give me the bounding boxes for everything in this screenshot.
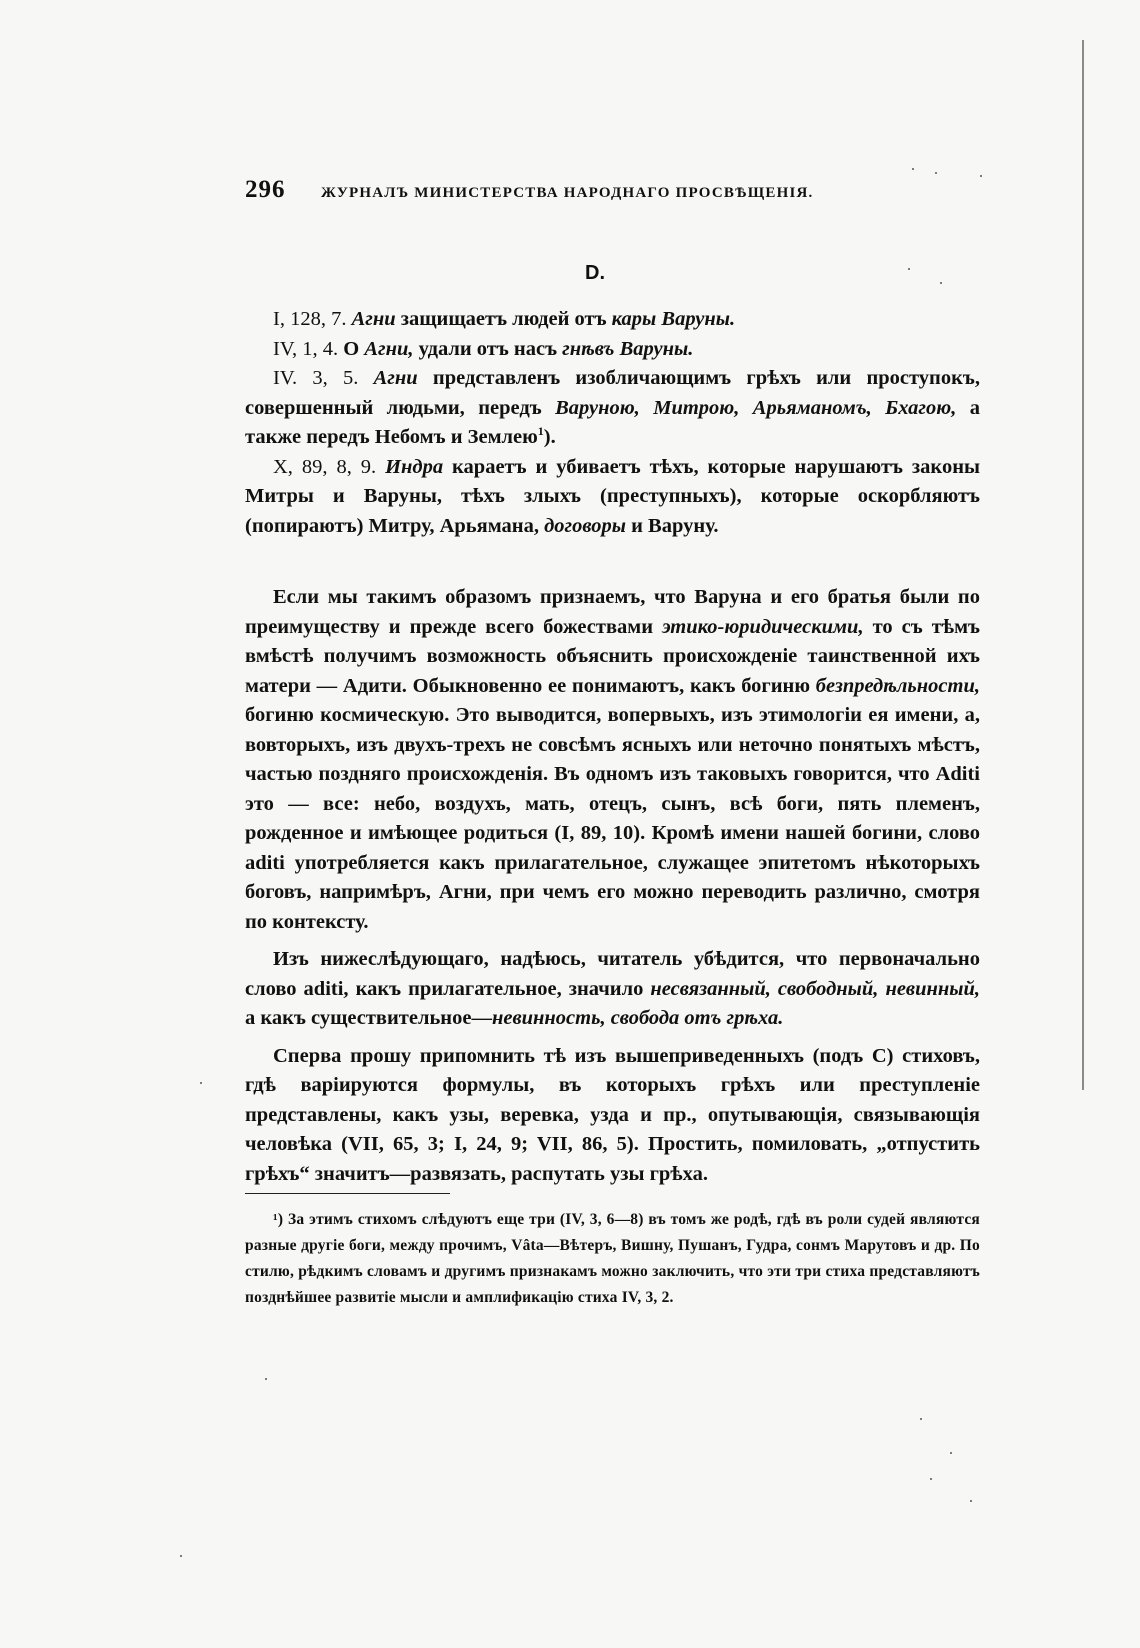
page-number: 296	[245, 176, 286, 203]
italic-text: Варуною, Митрою, Арьяманомъ, Бхагою,	[555, 396, 957, 419]
scan-speck	[265, 1378, 267, 1380]
main-text	[245, 583, 980, 1189]
scan-speck	[935, 172, 937, 174]
scan-speck	[908, 268, 910, 270]
paragraph	[245, 1042, 980, 1190]
text-run: удали отъ насъ	[413, 337, 563, 360]
italic-text: этико-юридическими,	[662, 615, 864, 638]
footnote-text: ¹) За этимъ стихомъ слѣдуютъ еще три (IV, 3, 6—8) въ томъ же родѣ, гдѣ въ роли судей являются разные другіе боги, между прочимъ, Vâta—Вѣтеръ, Вишну, Пушанъ, Гудра, сонмъ Марутовъ и др. По стилю, рѣдкимъ словамъ и другимъ признакамъ можно заключить, что эти три стиха представляютъ позднѣйшее развитіе мысли и амплификацію стиха IV, 3, 2.	[245, 1211, 980, 1306]
reference-entry	[245, 305, 980, 335]
footnote-marker: 1	[537, 424, 544, 439]
text-run: О	[343, 337, 365, 360]
paragraph	[245, 945, 980, 1034]
italic-text: Агни,	[364, 337, 414, 360]
italic-text: гнѣвъ Варуны.	[562, 337, 694, 360]
paragraph	[245, 583, 980, 937]
scan-speck	[950, 1452, 952, 1454]
footnote	[245, 1207, 980, 1311]
text-run: защищаетъ людей отъ	[395, 308, 612, 330]
scan-speck	[970, 1500, 972, 1502]
italic-text: несвязанный, свободный, невинный,	[650, 977, 980, 1000]
text-run: и Варуну.	[625, 514, 719, 537]
page-edge-line	[1082, 40, 1084, 1090]
italic-text: Индра	[385, 455, 444, 478]
reference-entry	[245, 453, 980, 542]
text-run: караетъ и убиваетъ тѣхъ, которые нарушаютъ законы Митры и Варуны, тѣхъ злыхъ (преступныхъ), которые оскорбляютъ (попираютъ) Митру, Арьямана,	[245, 455, 981, 537]
text-run: то съ тѣмъ вмѣстѣ получимъ возможность объяснить происхожденіе таинственной ихъ матери — Адити. Обыкновенно ее понимаютъ, какъ богиню	[245, 615, 981, 697]
text-run: а какъ существительное—	[245, 1007, 492, 1029]
verse-reference: IV. 3, 5.	[273, 367, 359, 389]
scan-speck	[912, 168, 914, 170]
page-header	[245, 176, 980, 204]
scan-speck	[930, 1478, 932, 1480]
section-letter: D.	[585, 262, 605, 284]
footnote-rule	[245, 1193, 450, 1194]
text-run: представленъ изобличающимъ грѣхъ или проступокъ, совершенный людьми, передъ	[245, 367, 981, 419]
verse-reference: I, 128, 7.	[273, 308, 347, 330]
italic-text: невинность, свобода отъ грѣха.	[491, 1007, 784, 1029]
scan-speck	[920, 1418, 922, 1420]
italic-text: Агни	[373, 367, 418, 389]
scan-speck	[980, 175, 982, 177]
text-run: а также передъ Небомъ и Землею	[245, 396, 981, 448]
italic-text: кары Варуны.	[611, 308, 736, 330]
verse-reference: IV, 1, 4.	[273, 337, 339, 360]
scan-speck	[180, 1555, 182, 1557]
text-run: Изъ нижеслѣдующаго, надѣюсь, читатель убѣдится, что первоначально слово aditi, какъ прилагательное, значило	[245, 948, 980, 1000]
italic-text: договоры	[544, 514, 626, 537]
reference-entry	[245, 364, 980, 453]
text-run: Если мы такимъ образомъ признаемъ, что Варуна и его братья были по преимуществу и прежде всего божествами	[245, 586, 980, 638]
italic-text: безпредѣльности,	[815, 674, 980, 697]
text-run: Сперва прошу припомнить тѣ изъ вышеприведенныхъ (подъ C) стиховъ, гдѣ варіируются формулы, въ которыхъ грѣхъ или преступленіе представлены, какъ узы, веревка, узда и пр., опутывающія, связывающія человѣка (VII, 65, 3; I, 24, 9; VII, 86, 5). Простить, помиловать, „отпустить грѣхъ“ значитъ—развязать, распутать узы грѣха.	[245, 1044, 980, 1185]
reference-entry	[245, 335, 980, 365]
text-run: богиню космическую. Это выводится, вопервыхъ, изъ этимологіи ея имени, а, вовторыхъ, изъ двухъ-трехъ не совсѣмъ ясныхъ или неточно понятыхъ мѣстъ, частью поздняго происхожденія. Въ одномъ изъ таковыхъ говорится, что Aditi это — все: небо, воздухъ, мать, отецъ, сынъ, всѣ боги, пять племенъ, рожденное и имѣющее родиться (I, 89, 10). Кромѣ имени нашей богини, слово aditi употребляется какъ прилагательное, служащее эпитетомъ нѣкоторыхъ боговъ, напримѣръ, Агни, при чемъ его можно переводить различно, смотря по контексту.	[245, 704, 980, 933]
verse-reference: X, 89, 8, 9.	[273, 455, 377, 478]
italic-text: Агни	[351, 308, 396, 330]
scan-speck	[200, 1082, 202, 1084]
scan-speck	[940, 282, 942, 284]
reference-list	[245, 305, 980, 541]
text-run: ).	[543, 426, 556, 448]
running-head: ЖУРНАЛЪ МИНИСТЕРСТВА НАРОДНАГО ПРОСВѢЩЕНІЯ.	[321, 185, 814, 201]
